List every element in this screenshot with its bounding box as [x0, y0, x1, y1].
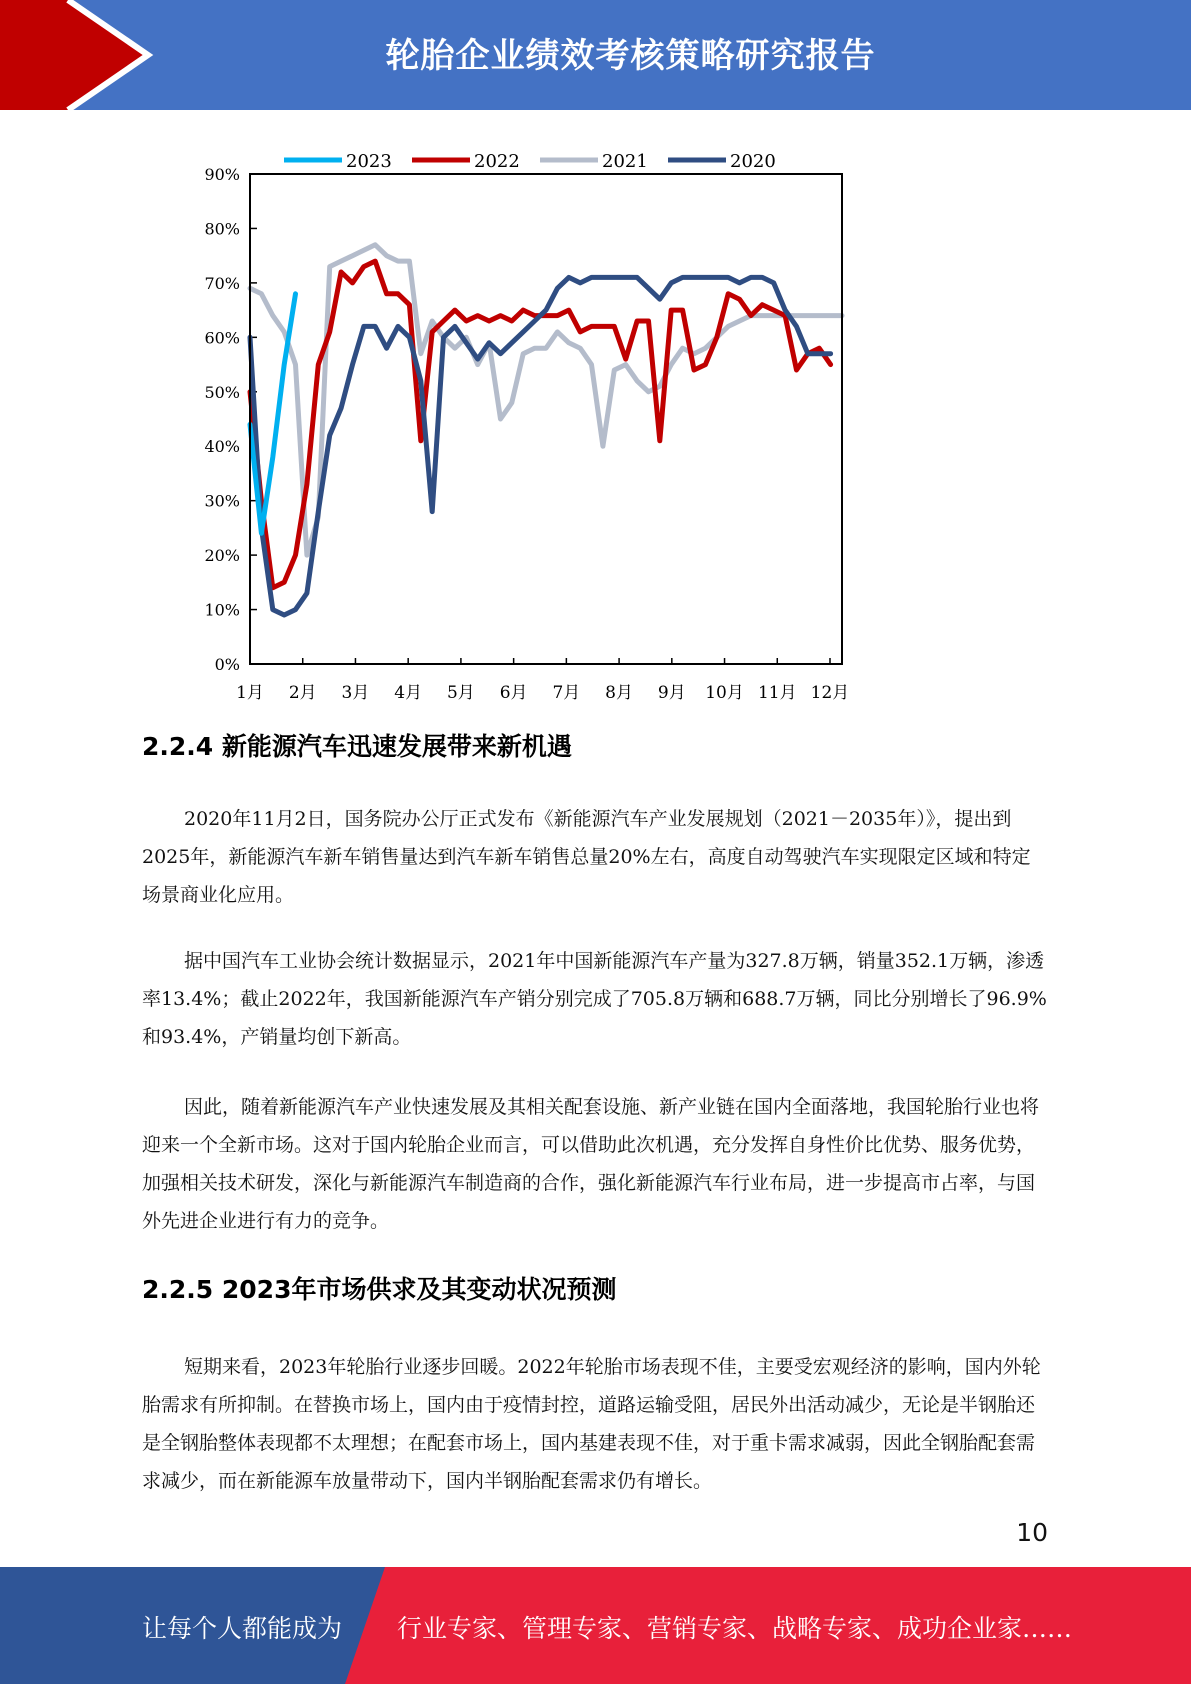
y-tick-label: 70% — [204, 273, 240, 293]
legend-label-2021: 2021 — [602, 151, 648, 172]
paragraph-opportunity: 因此，随着新能源汽车产业快速发展及其相关配套设施、新产业链在国内全面落地，我国轮胎行业也将迎来一个全新市场。这对于国内轮胎企业而言，可以借助此次机遇，充分发挥自身性价比优势、服务优势，加强相关技术研发，深化与新能源汽车制造商的合作，强化新能源汽车行业布局，进一步提高市占率，与国外先进企业进行有力的竞争。 — [142, 1096, 1040, 1232]
section-heading-2-2-5: 2.2.5 2023年市场供求及其变动状况预测 — [142, 1275, 617, 1304]
y-tick-label: 10% — [204, 600, 240, 620]
x-tick-label: 12月 — [810, 683, 850, 703]
x-tick-label: 10月 — [705, 683, 744, 703]
footer-slogan-right: 行业专家、管理专家、营销专家、战略专家、成功企业家…… — [397, 1614, 1073, 1643]
x-tick-label: 4月 — [394, 683, 423, 703]
paragraph-statistics: 据中国汽车工业协会统计数据显示，2021年中国新能源汽车产量为327.8万辆，销量352.1万辆，渗透率13.4%；截止2022年，我国新能源汽车产销分别完成了705.8万辆和688.7万辆，同比分别增长了96.9%和93.4%，产销量均创下新高。 — [142, 950, 1047, 1048]
legend-label-2023: 2023 — [346, 151, 392, 172]
x-tick-label: 3月 — [341, 683, 370, 703]
chart-legend — [284, 151, 776, 172]
utilization-line-chart — [180, 140, 860, 710]
paragraph-policy: 2020年11月2日，国务院办公厅正式发布《新能源汽车产业发展规划（2021－2035年）》，提出到2025年，新能源汽车新车销售量达到汽车新车销售总量20%左右，高度自动驾驶汽车实现限定区域和特定场景商业化应用。 — [142, 808, 1031, 906]
page-header — [0, 0, 1191, 110]
x-tick-label: 5月 — [446, 683, 475, 703]
paragraph-forecast: 短期来看，2023年轮胎行业逐步回暖。2022年轮胎市场表现不佳，主要受宏观经济的影响，国内外轮胎需求有所抑制。在替换市场上，国内由于疫情封控，道路运输受阻，居民外出活动减少，无论是半钢胎还是全钢胎整体表现都不太理想；在配套市场上，国内基建表现不佳，对于重卡需求减弱，因此全钢胎配套需求减少，而在新能源车放量带动下，国内半钢胎配套需求仍有增长。 — [142, 1356, 1041, 1492]
header-title: 轮胎企业绩效考核策略研究报告 — [385, 36, 876, 76]
y-tick-label: 80% — [204, 219, 240, 239]
y-tick-label: 40% — [204, 437, 240, 457]
x-tick-label: 1月 — [236, 683, 264, 703]
legend-label-2022: 2022 — [474, 151, 520, 172]
x-tick-label: 6月 — [499, 683, 528, 703]
series-line-2020 — [250, 277, 831, 615]
y-tick-label: 0% — [214, 655, 240, 674]
y-tick-label: 50% — [204, 382, 240, 402]
footer-slogan-left: 让每个人都能成为 — [142, 1614, 343, 1643]
y-tick-label: 60% — [204, 328, 240, 348]
x-tick-label: 8月 — [605, 683, 634, 703]
chart-series — [250, 245, 842, 615]
x-tick-label: 7月 — [552, 683, 581, 703]
section-heading-2-2-4: 2.2.4 新能源汽车迅速发展带来新机遇 — [142, 732, 572, 761]
y-tick-label: 20% — [204, 546, 240, 566]
x-tick-label: 9月 — [657, 683, 686, 703]
y-tick-label: 30% — [204, 491, 240, 511]
x-tick-label: 11月 — [757, 683, 797, 703]
series-line-2022 — [250, 261, 831, 588]
page-number: 10 — [1016, 1518, 1048, 1547]
x-tick-label: 2月 — [288, 683, 317, 703]
y-tick-label: 90% — [204, 165, 240, 184]
legend-label-2020: 2020 — [730, 151, 776, 172]
page-footer — [0, 1567, 1191, 1684]
